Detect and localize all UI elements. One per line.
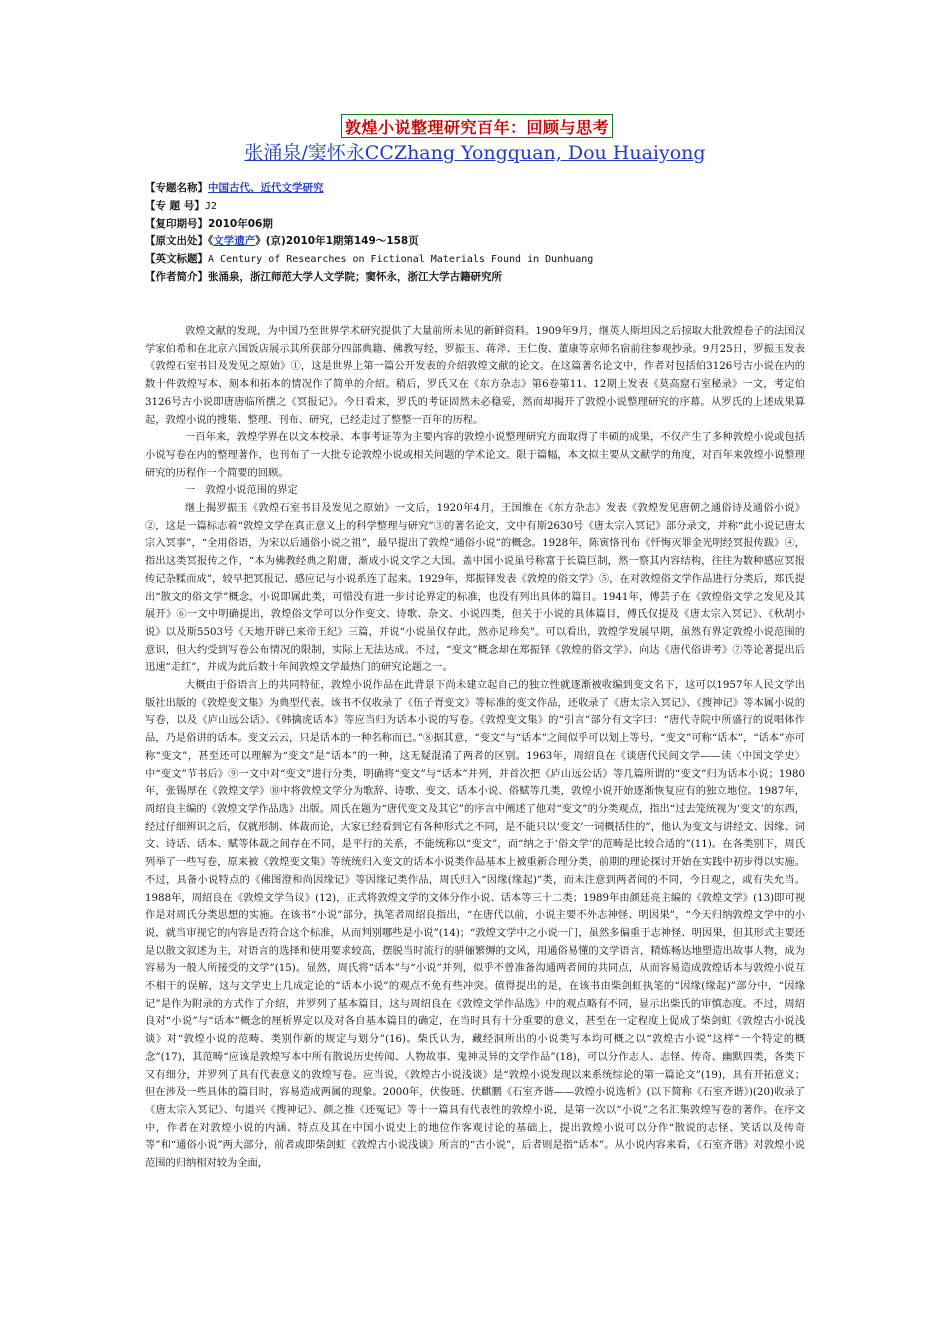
meta-topic <box>145 180 825 198</box>
meta-en-title <box>145 251 825 269</box>
author-names-cn[interactable]: 张涌泉/窦怀永 <box>244 142 365 164</box>
meta-source-journal-link[interactable]: 文学遗产 <box>213 235 256 248</box>
meta-en-title-value: A Century of Researches on Fictional Materials Found in Dunhuang <box>208 254 594 266</box>
body-paragraph: 敦煌文献的发现，为中国乃至世界学术研究提供了大量前所未见的新鲜资料。1909年9月，继英人斯坦因之后掠取大批敦煌卷子的法国汉学家伯希和在北京六国饭店展示其所获部分四部典籍、佛教写经，罗振玉、蒋斧、王仁俊、董康等京师名宿前往参观抄录。9月25日，罗振玉发表《敦煌石室书目及发见之原始》①，这是世界上第一篇公开发表的介绍敦煌文献的论文。在这篇著名论文中，作者对包括伯3126号古小说在内的数十件敦煌写本、刻本和拓本的情况作了简单的介绍。稍后，罗氏又在《东方杂志》第6卷第11、12期上发表《莫高窟石室秘录》一文，考定伯3126号古小说即唐唐临所撰之《冥报记》。今日看来，罗氏的考证固然未必稳妥，然而却揭开了敦煌小说整理研究的序幕。从罗氏的上述成果算起，敦煌小说的搜集、整理、刊布、研究，已经走过了整整一百年的历程。 <box>145 325 805 426</box>
section-heading: 一 敦煌小说范围的界定 <box>185 484 298 497</box>
meta-source-pre: 《 <box>208 235 214 248</box>
meta-code <box>145 198 825 216</box>
meta-code-label: 【专 题 号】 <box>145 199 205 212</box>
meta-topic-label: 【专题名称】 <box>145 182 208 194</box>
meta-source <box>145 233 825 251</box>
meta-source-post: 》(京)2010年1期第149～158页 <box>255 235 419 248</box>
meta-code-value: J2 <box>204 200 217 212</box>
meta-author-info-value: 张涌泉，浙江师范大学人文学院；窦怀永，浙江大学古籍研究所 <box>208 270 502 283</box>
meta-author-info-label: 【作者简介】 <box>145 270 208 283</box>
title-box <box>341 114 613 138</box>
article-title: 敦煌小说整理研究百年：回顾与思考 <box>344 117 609 137</box>
meta-issue-value: 2010年06期 <box>208 217 273 230</box>
meta-source-label: 【原文出处】 <box>145 235 208 248</box>
meta-author-info <box>145 269 825 287</box>
body-paragraph: 大概由于俗语言上的共同特征，敦煌小说作品在此背景下尚未建立起自己的独立性就逐渐被收编到变文名下，这可以1957年人民文学出版社出版的《敦煌变文集》为典型代表。该书不仅收录了《伍子胥变文》等标准的变文作品，还收录了《唐太宗入冥记》、《搜神记》等本属小说的写卷，以及《庐山远公话》、《韩擒虎话本》等应当归为话本小说的写卷。《敦煌变文集》的“引言”部分有文字曰：“唐代寺院中所盛行的说唱体作品，乃是俗讲的话本。变文云云，只是话本的一种名称而已。”⑧据其意，“变文”与“话本”之间似乎可以划上等号，“变文”可称“话本”，“话本”亦可称“变文”，甚至还可以理解为“变文”是“话本”的一种，这无疑混淆了两者的区别。1963年，周绍良在《谈唐代民间文学——读〈中国文学史〉中“变文”节书后》⑨一文中对“变文”进行分类，明确将“变文”与“话本”并列，并首次把《庐山远公话》等几篇所谓的“变文”归为话本小说；1980年，张锡厚在《敦煌文学》⑩中将敦煌文学分为歌辞、诗歌、变文、话本小说、俗赋等几类，敦煌小说开始逐渐恢复应有的独立地位。1987年，周绍良主编的《敦煌文学作品选》出版。周氏在题为“唐代变文及其它”的序言中阐述了他对“变文”的分类观点，指出“过去笼统视为‘变文’的东西，经过仔细辨识之后，仅就形制、体裁而论，大家已经看到它有各种形式之不同，是不能只以‘变文’一词概括住的”，他认为变文与讲经文、因缘、词文、诗话、话本、赋等体裁之间存在不同，是平行的关系，不能统称以“变文”，而“纳之于‘俗文学’的范畴是比较合适的”(11)。在各类别下，周氏列举了一些写卷，原来被《敦煌变文集》等统统归入变文的话本小说类作品基本上被重新合理分类，前期的理论探讨开始在实践中初步得以实施。不过，具备小说特点的《佛图澄和尚因缘记》等因缘记类作品，周氏归入“因缘(缘起)”类，而未注意到两者间的不同，今日观之，或有失允当。1988年，周绍良在《敦煌文学刍议》(12)，正式将敦煌文学的文体分作小说、话本等三十二类；1989年由颜廷亮主编的《敦煌文学》(13)即可视作是对周氏分类思想的实施。在该书“小说”部分，执笔者周绍良指出，“在唐代以前，小说主要不外志神怪、明因果”，“今天归纳敦煌文学中的小说，就当审视它的内容是否符合这个标准，从而判别哪些是小说”(14)；“敦煌文学中之小说一门，虽然多偏重于志神怪、明因果，但其形式主要还是以散文叙述为主，对语言的选择和使用要求较高，摆脱当时流行的骈俪繁缛的文风，用通俗易懂的文学语言，精炼畅达地塑造出故事人物，成为容易为一般人所接受的文学”(15)。显然，周氏将“话本”与“小说”并列，似乎不曾准备沟通两者间的共同点，从而容易造成敦煌话本与敦煌小说互不相干的误解，这与文学史上几成定论的“话本小说”的观点不免有些冲突。值得提出的是，在该书由柴剑虹执笔的“因缘(缘起)”部分中，“因缘记”是作为附录的方式作了介绍，并罗列了基本篇目，这与周绍良在《敦煌文学作品选》中的观点略有不同，显示出柴氏的审慎态度。不过，周绍良对“小说”与“话本”概念的厘析界定以及对各自基本篇目的确定，在当时具有十分重要的意义，甚至在一定程度上促成了柴剑虹《敦煌古小说浅谈》对“敦煌小说的范畴、类别作新的规定与划分”(16)。柴氏认为，藏经洞所出的小说类写本均可概之以“敦煌古小说”这样“一个特定的概念”(17)，其范畴“应该是敦煌写本中所有散说历史传闻、人物故事、鬼神灵异的文学作品”(18)，可以分作志人、志怪、传奇、幽默四类，各类下又有细分，并罗列了具有代表意义的敦煌写卷。应当说，《敦煌古小说浅谈》是“敦煌小说发现以来系统综论的第一篇论文”(19)，具有开拓意义；但在涉及一些具体的篇目时，容易造成两属的现象。2000年，伏俊琏、伏麒鹏《石室齐谐——敦煌小说选析》(以下简称《石室齐谐》)(20)收录了《唐太宗入冥记》、句道兴《搜神记》、颜之推《还冤记》等十一篇具有代表性的敦煌小说，是第一次以“小说”之名汇集敦煌写卷的著作。在序文中，作者在对敦煌小说的内涵、特点及其在中国小说史上的地位作客观讨论的基础上，提出敦煌小说可以分作“散说的志怪、笑话以及传奇等”和“通俗小说”两大部分，前者或即柴剑虹《敦煌古小说浅谈》所言的“古小说”，后者则是指“话本”。从小说内容来看，《石室齐谐》对敦煌小说范围的归纳相对较为全面， <box>145 679 805 1170</box>
meta-en-title-label: 【英文标题】 <box>145 253 208 266</box>
body-paragraph: 一百年来，敦煌学界在以文本校录、本事考证等为主要内容的敦煌小说整理研究方面取得了丰硕的成果，不仅产生了多种敦煌小说或包括小说写卷在内的整理著作，也刊布了一大批专论敦煌小说或相关问题的学术论文。限于篇幅，本文拟主要从文献学的角度，对百年来敦煌小说整理研究的历程作一个简要的回顾。 <box>145 431 805 479</box>
metadata-block <box>145 180 825 287</box>
meta-topic-link[interactable]: 中国古代、近代文学研究 <box>208 182 324 194</box>
meta-issue-label: 【复印期号】 <box>145 217 208 230</box>
author-names-en[interactable]: CCZhang Yongquan, Dou Huaiyong <box>364 142 706 164</box>
author-line[interactable] <box>0 138 950 165</box>
body-paragraph: 继上揭罗振玉《敦煌石室书目及发见之原始》一文后，1920年4月，王国维在《东方杂志》发表《敦煌发见唐朝之通俗诗及通俗小说》②，这是一篇标志着“敦煌文学在真正意义上的科学整理与研究”③的著名论文，文中有斯2630号《唐太宗入冥记》部分录文，并称“此小说记唐太宗入冥事”，“全用俗语，为宋以后通俗小说之祖”，最早提出了敦煌“通俗小说”的概念。1928年，陈寅恪刊布《忏悔灭罪金光明经冥报传跋》④，指出这类冥报传之作，“本为佛教经典之附庸，渐成小说文学之大国。盖中国小说虽号称富于长篇巨制，然一察其内容结构，往往为数种感应冥报传记杂糅而成”，较早把冥报记、感应记与小说系连了起来。1929年，郑振铎发表《敦煌的俗文学》⑤，在对敦煌俗文学作品进行分类后，郑氏提出“散文的俗文学”概念，小说即属此类，可惜没有进一步讨论界定的标准，也没有列出具体的篇目。1941年，傅芸子在《敦煌俗文学之发见及其展开》⑥一文中明确提出，敦煌俗文学可以分作变文、诗歌、杂文、小说四类，但关于小说的具体篇目，傅氏仅提及《唐太宗入冥记》、《秋胡小说》以及斯5503号《天地开辟已来帝王纪》三篇，并说“小说虽仅存此，然亦足珍矣”。可以看出，敦煌学发展早期，虽然有界定敦煌小说范围的意识，但大约受到写卷公布情况的限制，实际上无法达成。不过，“变文”概念却在郑振铎《敦煌的俗文学》、向达《唐代俗讲考》⑦等论著提出后迅速“走红”，并成为此后数十年间敦煌文学最热门的研究论题之一。 <box>145 502 805 674</box>
article-body <box>145 323 805 1173</box>
meta-issue <box>145 216 825 234</box>
